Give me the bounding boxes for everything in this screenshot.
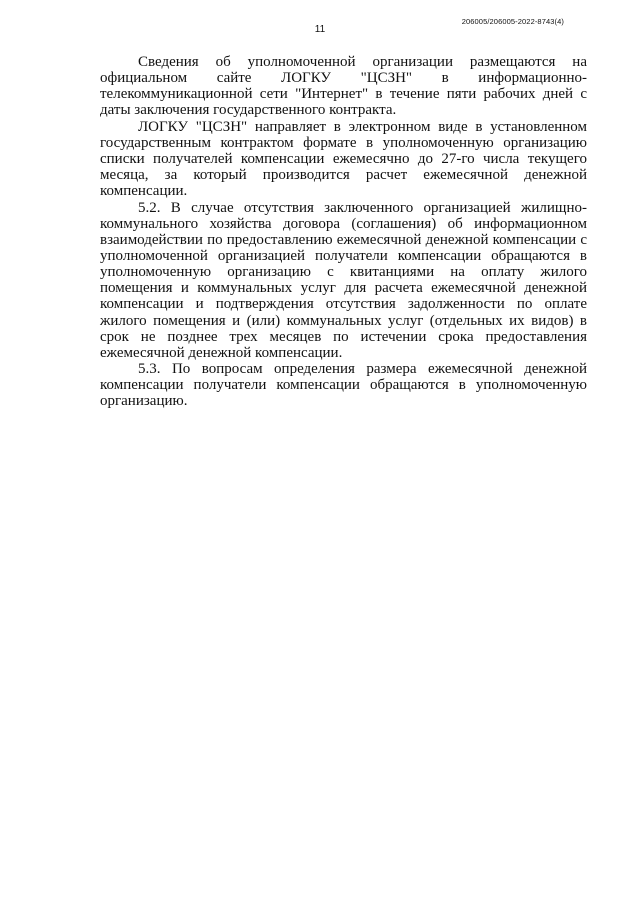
document-id: 206005/206005-2022-8743(4): [461, 17, 564, 26]
paragraph-section-5-3: 5.3. По вопросам определения размера ежемесячной денежной компенсации получатели компенсации обращаются в уполномоченную организацию.: [100, 361, 587, 410]
paragraph-section-5-2: 5.2. В случае отсутствия заключенного организацией жилищно-коммунального хозяйства договора (соглашения) об информационном взаимодействии по предоставлению ежемесячной денежной компенсации с уполномоченной организацией получатели компенсации обращаются в уполномоченную организацию с квитанциями на оплату жилого помещения и коммунальных услуг для расчета ежемесячной денежной компенсации и подтверждения отсутствия задолженности по оплате жилого помещения и (или) коммунальных услуг (отдельных их видов) в срок не позднее трех месяцев по истечении срока предоставления ежемесячной денежной компенсации.: [100, 199, 587, 361]
paragraph-organization-info: Сведения об уполномоченной организации размещаются на официальном сайте ЛОГКУ "ЦСЗН" в информационно-телекоммуникационной сети "Интернет" в течение пяти рабочих дней с даты заключения государственного контракта.: [100, 54, 587, 119]
document-body: [100, 54, 587, 410]
paragraph-recipient-lists: ЛОГКУ "ЦСЗН" направляет в электронном виде в установленном государственным контрактом формате в уполномоченную организацию списки получателей компенсации ежемесячно до 27-го числа текущего месяца, за который производится расчет ежемесячной денежной компенсации.: [100, 118, 587, 200]
page-number: 11: [314, 24, 326, 35]
